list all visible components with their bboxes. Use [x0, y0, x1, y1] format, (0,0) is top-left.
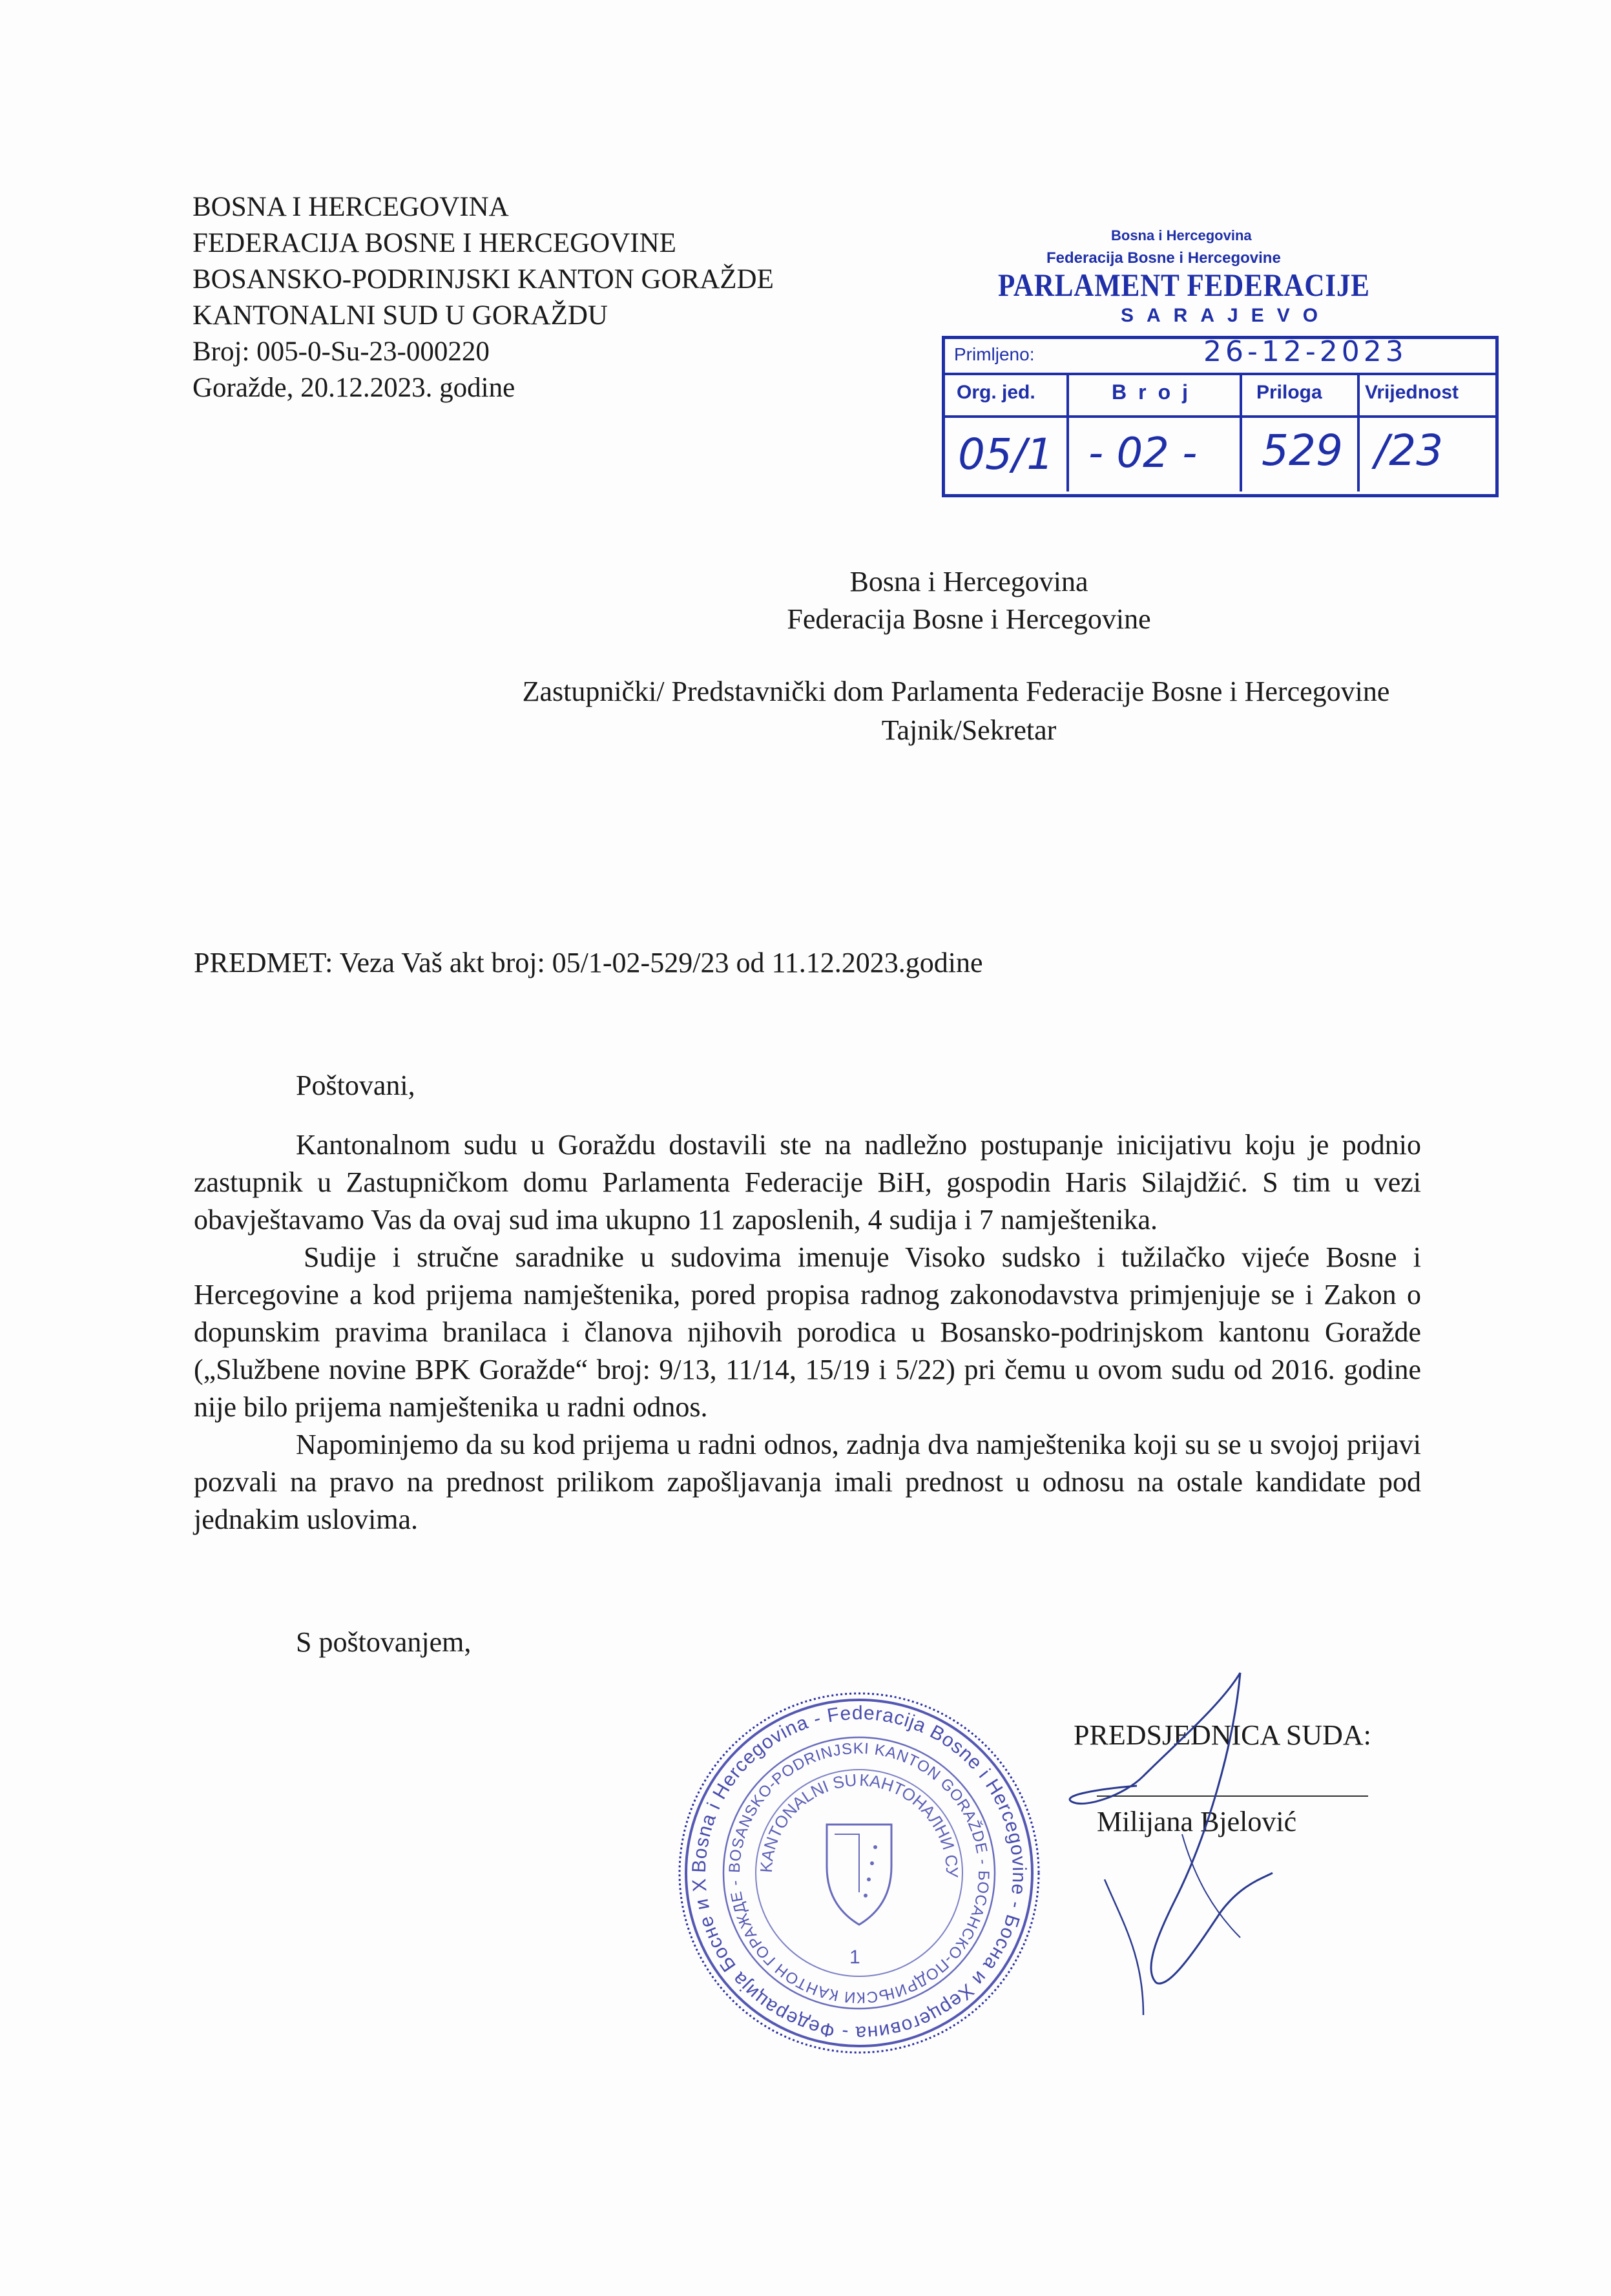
subject-line: PREDMET: Veza Vaš akt broj: 05/1-02-529/23 od 11.12.2023.godine — [194, 947, 983, 978]
signature-title: PREDSJEDNICA SUDA: — [1074, 1719, 1371, 1751]
received-date: 26-12-2023 — [1203, 335, 1408, 368]
seal-ring-right: КАНТОНАЛНИ СУ — [858, 1770, 962, 1877]
sender-court: KANTONALNI SUD U GORAŽDU — [192, 300, 608, 331]
stamp-col-org: Org. jed. — [957, 382, 1035, 403]
body-paragraph: Sudije i stručne saradnike u sudovima imenuje Visoko sudsko i tužilačko vijeće Bosne i Hercegovine a kod prijema namještenika, pored propisa radnog zakonodavstva primjenjuje se i Zakon o dopunskim pravima branilaca i članova njihovih porodica u Bosansko-podrinjskom kantonu Goražde („Službene novine BPK Goražde“ broj: 9/13, 11/14, 15/19 i 5/22) pri čemu u ovom sudu od 2016. godine nije bilo prijema namještenika u radni odnos. — [194, 1241, 1421, 1423]
sender-federation: FEDERACIJA BOSNE I HERCEGOVINE — [192, 228, 676, 258]
seal-inner-path: BOSANSKO-PODRINJSKI KANTON GORAŽDE - БОСАНСКО-ПОДРИЊСКИ КАНТОН ГОРАЖДЕ - — [725, 1739, 993, 2007]
received-label: Primljeno: — [954, 344, 1035, 364]
stamp-val-org: 05/1 — [958, 429, 1054, 479]
receipt-stamp-line2: Federacija Bosne i Hercegovine — [1046, 249, 1281, 267]
recipient-secretary: Tajnik/Sekretar — [881, 714, 1057, 746]
letter-body — [194, 1126, 1421, 1538]
signatory-name: Milijana Bjelović — [1097, 1806, 1297, 1837]
receipt-stamp — [937, 227, 1499, 505]
seal-ring-left: KANTONALNI SU — [756, 1770, 858, 1874]
court-seal-graphic — [665, 1679, 1053, 2067]
receipt-stamp-title: PARLAMENT FEDERACIJE — [998, 267, 1370, 303]
body-paragraph: Kantonalnom sudu u Goraždu dostavili ste na nadležno postupanje inicijativu koju je podnio zastupnik u Zastupničkom domu Parlamenta Federacije BiH, gospodin Haris Silajdžić. S tim u vezi obavještavamo Vas da ovaj sud ima ukupno 11 zaposlenih, 4 sudija i 7 namještenika. — [194, 1129, 1421, 1236]
court-seal — [665, 1679, 1053, 2067]
reference-number: Broj: 005-0-Su-23-000220 — [192, 336, 490, 367]
handwritten-signature — [1046, 1666, 1318, 2028]
stamp-val-vrijednost: /23 — [1375, 426, 1444, 475]
sender-block — [192, 189, 774, 406]
recipient-federation: Federacija Bosne i Hercegovine — [787, 603, 1151, 635]
closing: S poštovanjem, — [296, 1626, 472, 1658]
sender-country: BOSNA I HERCEGOVINA — [192, 192, 509, 222]
receipt-stamp-table — [942, 336, 1499, 497]
recipient-house: Zastupnički/ Predstavnički dom Parlamenta Federacije Bosne i Hercegovine — [522, 676, 1390, 707]
receipt-stamp-line1: Bosna i Hercegovina — [1111, 227, 1252, 243]
stamp-col-broj: Broj — [1112, 380, 1200, 404]
recipient-country: Bosna i Hercegovina — [849, 566, 1088, 597]
stamp-val-priloga: 529 — [1262, 426, 1343, 475]
body-paragraph: Napominjemo da su kod prijema u radni odnos, zadnja dva namještenika koji su se u svojoj prijavi pozvali na pravo na prednost prilikom zapošljavanja imali prednost u odnosu na ostale kandidate pod jednakim uslovima. — [194, 1429, 1421, 1535]
place-and-date: Goražde, 20.12.2023. godine — [192, 373, 515, 403]
sender-canton: BOSANSKO-PODRINJSKI KANTON GORAŽDE — [192, 264, 774, 295]
seal-outer-path: Bosna i Hercegovina - Federacija Bosne i Hercegovine - Босна и Херцеговина - Федерација Босне и Х — [688, 1702, 1030, 2044]
stamp-val-broj: - 02 - — [1088, 429, 1198, 477]
coat-of-arms-icon — [827, 1825, 891, 1925]
seal-number: 1 — [849, 1947, 860, 1968]
salutation: Poštovani, — [296, 1070, 415, 1101]
receipt-stamp-city: SARAJEVO — [1121, 305, 1331, 326]
stamp-col-priloga: Priloga — [1256, 382, 1322, 403]
stamp-col-vrijednost: Vrijednost — [1365, 382, 1459, 403]
